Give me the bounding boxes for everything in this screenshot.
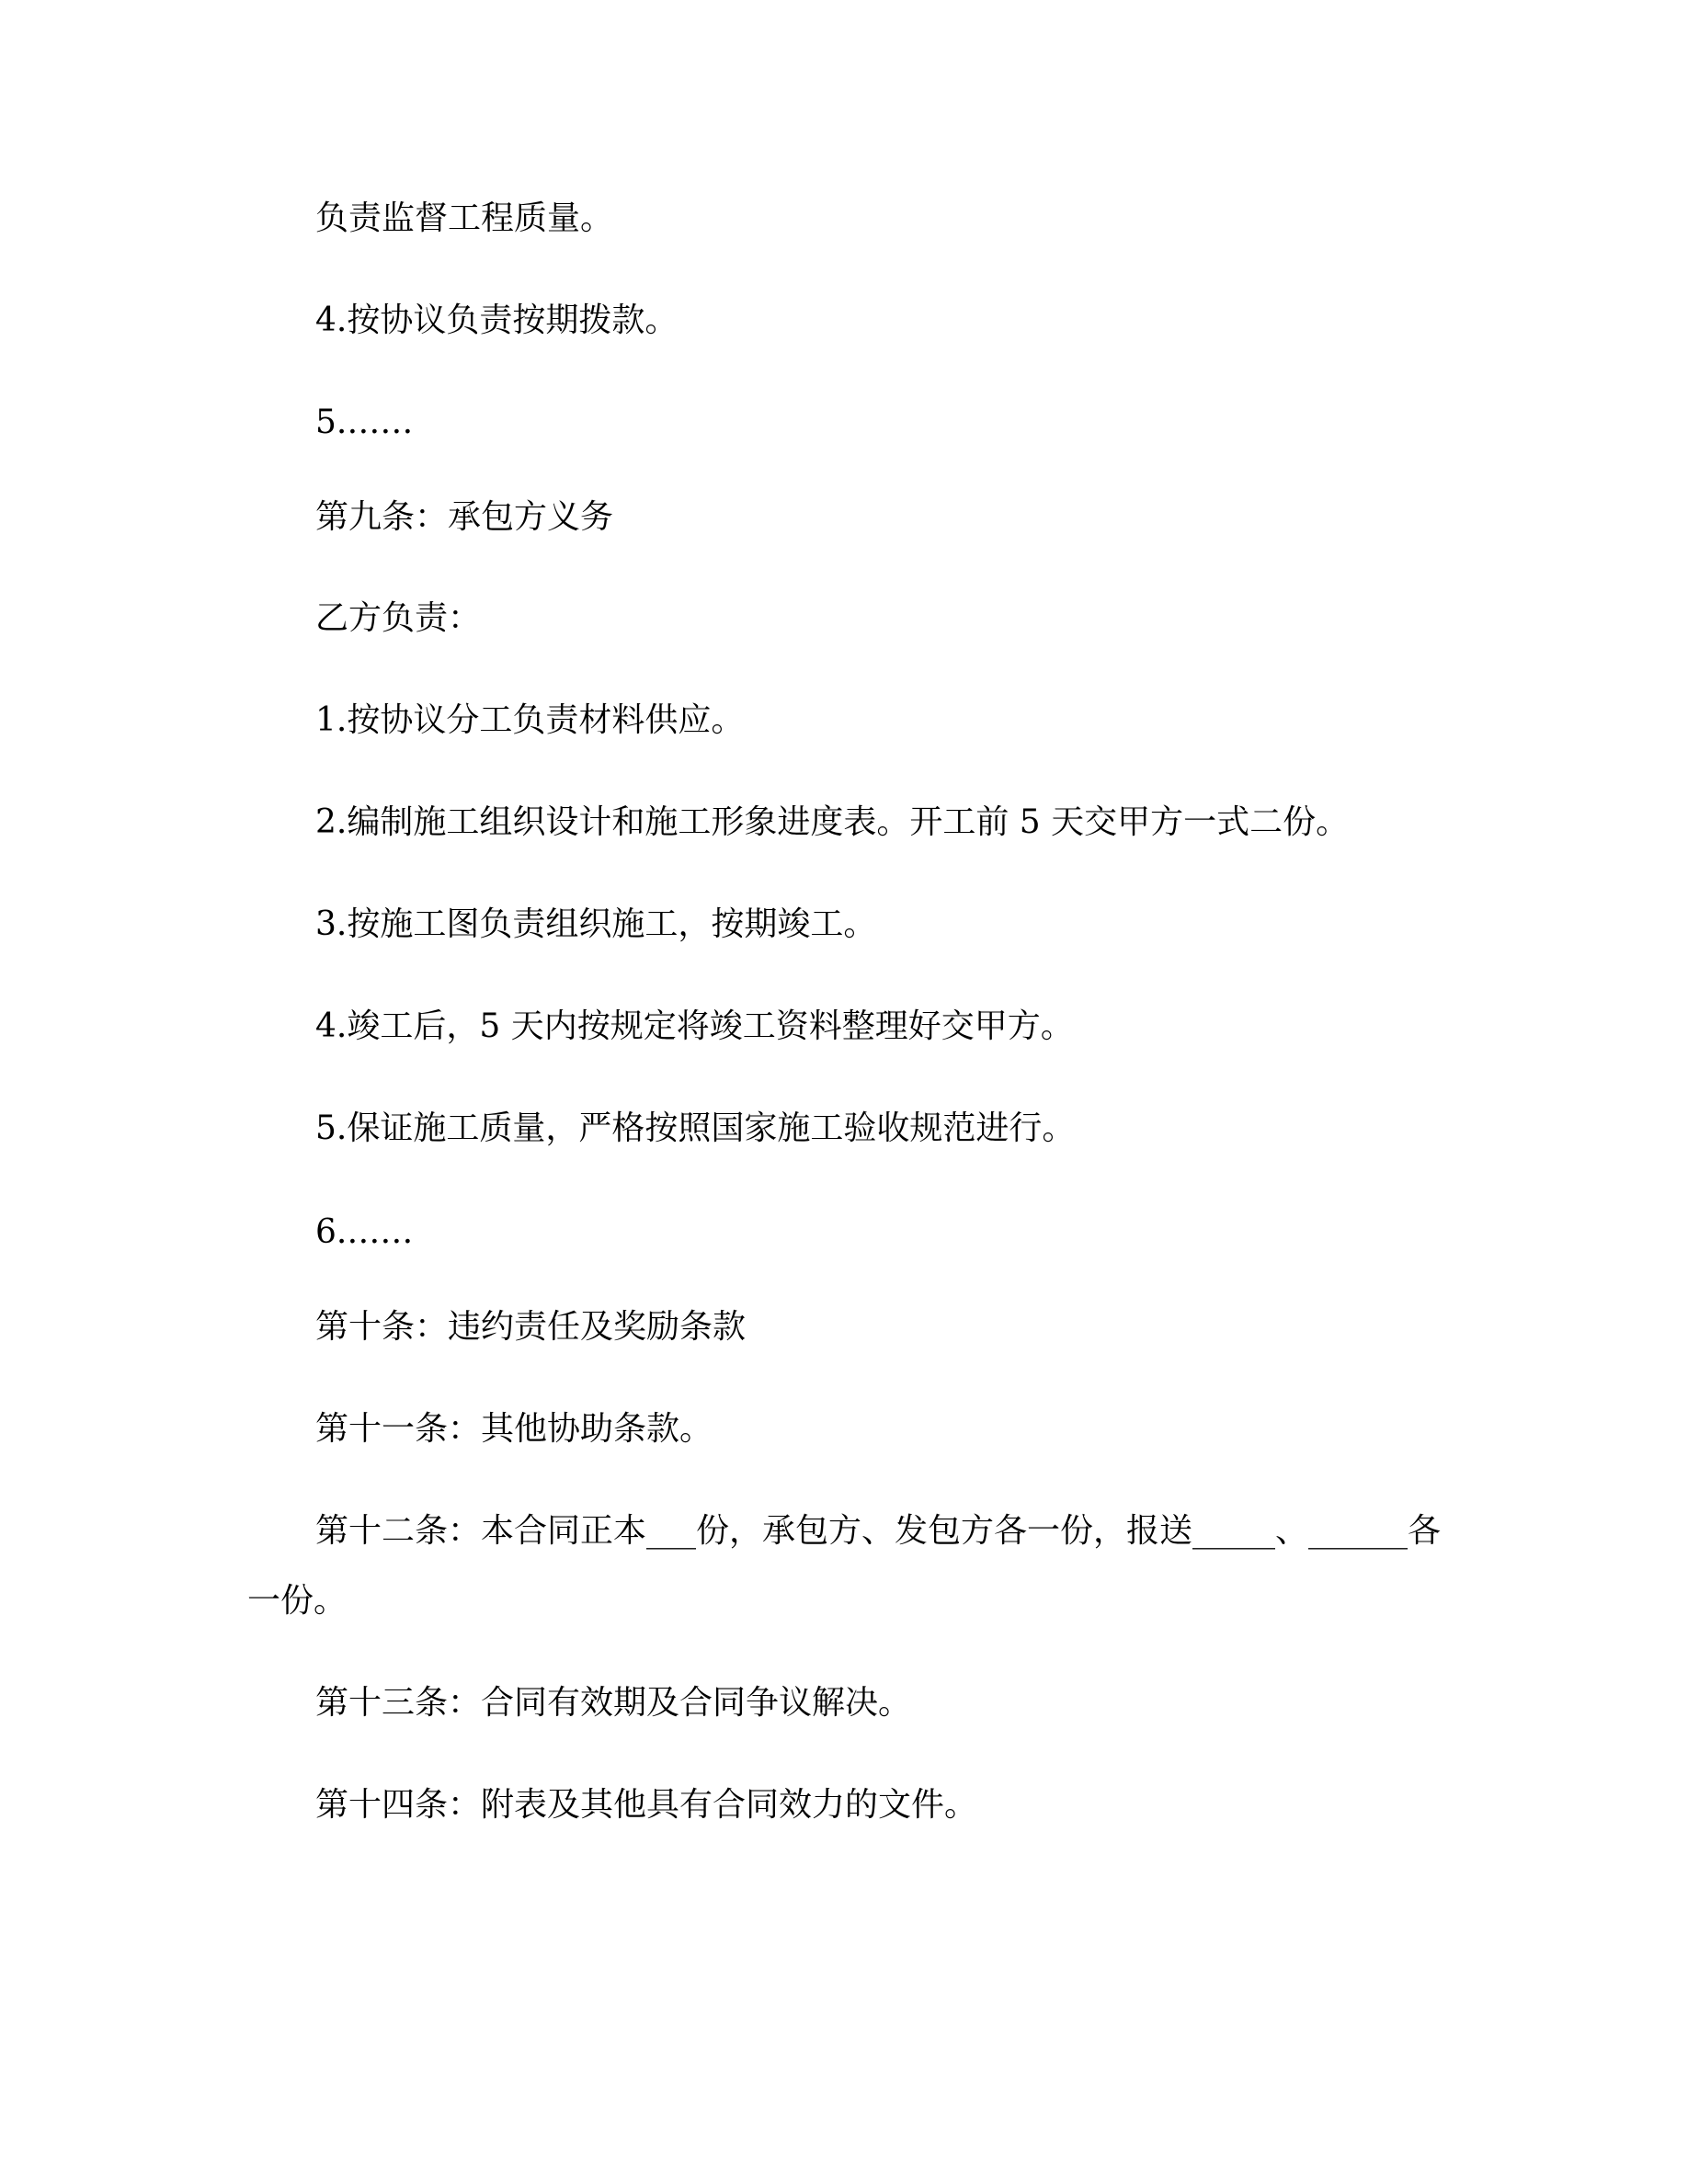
paragraph-organize-construction: 3.按施工图负责组织施工，按期竣工。 xyxy=(315,905,877,943)
heading-clause-9: 第九条：承包方义务 xyxy=(315,498,614,536)
paragraph-party-b-responsible: 乙方负责： xyxy=(315,599,482,637)
paragraph-quality-guarantee: 5.保证施工质量，严格按照国家施工验收规范进行。 xyxy=(315,1109,1076,1147)
heading-clause-13: 第十三条：合同有效期及合同争议解决。 xyxy=(315,1684,912,1722)
heading-clause-11: 第十一条：其他协助条款。 xyxy=(315,1410,713,1448)
clause-12-line-2: 一份。 xyxy=(247,1582,348,1620)
heading-clause-14: 第十四条：附表及其他具有合同效力的文件。 xyxy=(315,1786,978,1824)
clause-12-line-1: 第十二条：本合同正本___份，承包方、发包方各一份，报送_____、______各 xyxy=(315,1512,1442,1550)
paragraph-quality-supervision: 负责监督工程质量。 xyxy=(315,199,614,237)
heading-clause-10: 第十条：违约责任及奖励条款 xyxy=(315,1308,747,1346)
paragraph-item-5-ellipsis: 5.…… xyxy=(315,404,414,441)
paragraph-material-supply: 1.按协议分工负责材料供应。 xyxy=(315,701,745,739)
paragraph-payment: 4.按协议负责按期拨款。 xyxy=(315,301,679,339)
paragraph-item-6-ellipsis: 6.…… xyxy=(315,1213,414,1251)
paragraph-construction-schedule: 2.编制施工组织设计和施工形象进度表。开工前 5 天交甲方一式二份。 xyxy=(315,803,1350,841)
paragraph-completion-documents: 4.竣工后，5 天内按规定将竣工资料整理好交甲方。 xyxy=(315,1007,1074,1045)
